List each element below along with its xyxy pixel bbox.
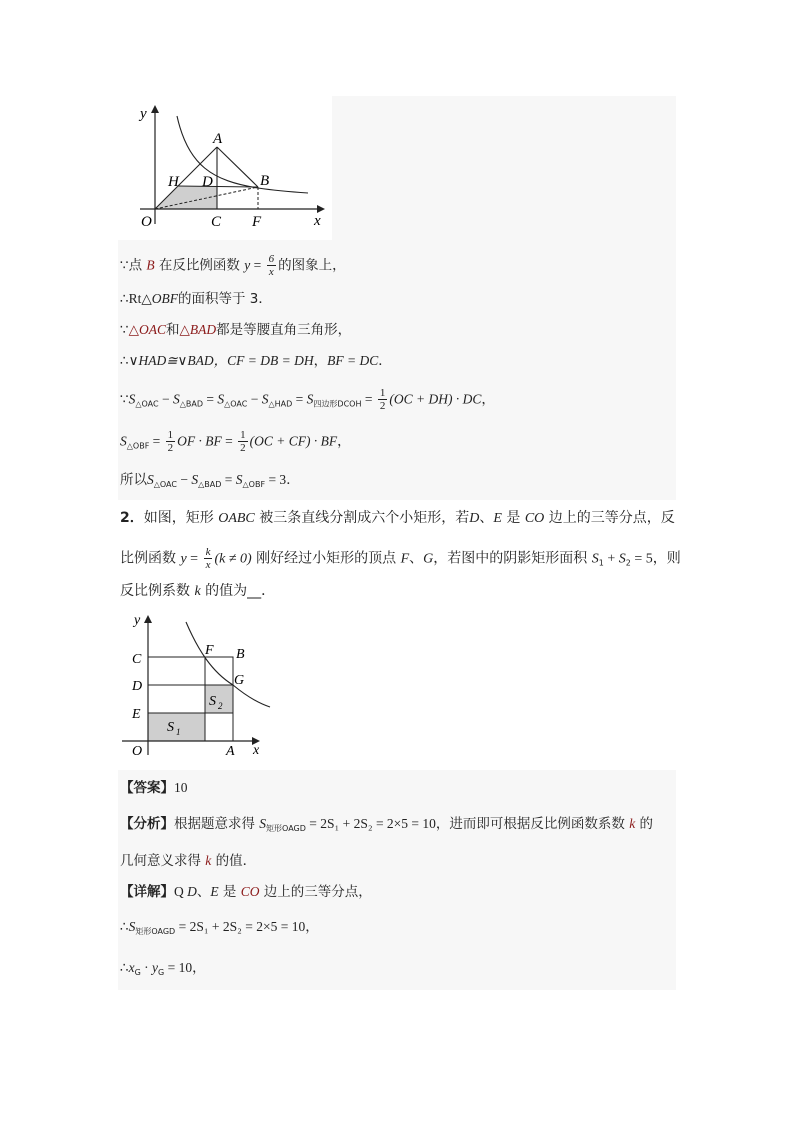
because-symbol: ∵ [120, 257, 129, 274]
therefore-symbol: ∴ [120, 960, 129, 976]
area-symbol: S [217, 391, 225, 407]
triangle-obf: OBF [151, 291, 178, 306]
problem-2-line-1 [120, 508, 675, 529]
text: 在反比例函数 [154, 257, 245, 274]
denominator: 2 [240, 442, 246, 454]
congruence: ∨HAD≅∨BAD， [128, 353, 228, 368]
subscript: △BAD [179, 399, 203, 409]
condition: (k ≠ 0) [214, 551, 252, 567]
numerator: 6 [268, 253, 275, 265]
subscript: △OAC [135, 399, 159, 409]
dot: · [140, 960, 153, 975]
expression: OF · BF [177, 433, 222, 449]
x-arrow [317, 205, 325, 213]
label-x: x [314, 213, 321, 229]
fraction-6-over-x [267, 253, 277, 278]
analysis-label: 【分析】 [120, 816, 174, 832]
point-g: G [423, 551, 434, 567]
area-symbol: S [128, 391, 136, 407]
text: 如图，矩形 [143, 510, 219, 526]
denominator: x [268, 266, 274, 278]
numerator: 1 [379, 387, 386, 399]
text: Rt△ [128, 291, 152, 306]
var-y: y [180, 551, 187, 567]
text: 所以 [120, 472, 147, 488]
text: ． [286, 472, 300, 488]
numerator: k [205, 546, 211, 558]
answer-value: 10 [174, 780, 188, 795]
y-arrow [144, 615, 152, 623]
subscript: 1 [598, 558, 604, 568]
equals: = [186, 551, 202, 567]
text: 、 [196, 884, 211, 900]
var-y: y [244, 257, 251, 273]
text: ， [481, 391, 495, 408]
denominator: x [205, 559, 211, 571]
label-y: y [140, 106, 147, 122]
segment-ab [217, 147, 258, 187]
point-f: F [400, 551, 410, 567]
minus: − [176, 472, 192, 487]
solution-line-2 [120, 289, 272, 309]
problem-2-line-3 [120, 581, 275, 602]
y-arrow [151, 105, 159, 113]
var-k: k [629, 816, 636, 831]
subscript: △OAC [224, 399, 248, 409]
numerator: 1 [240, 429, 246, 441]
area-symbol: S [259, 816, 267, 831]
text: 、 [409, 550, 424, 567]
because-symbol: ∵ [120, 391, 129, 408]
point-e: E [493, 511, 502, 526]
hyperbola-curve [177, 116, 308, 193]
label-e: E [132, 707, 141, 722]
detail-line-3 [120, 958, 206, 983]
label-s2-sub: 2 [218, 701, 223, 711]
label-d: D [132, 679, 143, 694]
text: 反比例系数 [120, 583, 195, 599]
label-c: C [211, 214, 222, 230]
var-k: k [194, 584, 201, 599]
text: 点 [128, 257, 147, 274]
fraction-half [238, 429, 248, 454]
label-f: F [252, 214, 262, 230]
text: 的面积等于 3． [177, 291, 272, 307]
because-symbol: ∵ [120, 322, 129, 338]
area-symbol: S [191, 472, 199, 487]
expression: (OC + DH) · DC [389, 391, 482, 407]
subscript: 四边形DCOH [313, 399, 362, 409]
text: 根据题意求得 [174, 816, 260, 832]
text: 的值为__． [200, 583, 276, 599]
fraction-k-over-x [204, 546, 213, 571]
figure-2-graph [120, 610, 280, 760]
detail-line-1 [120, 882, 372, 902]
subscript: G [158, 968, 165, 977]
solution-block-2 [118, 770, 676, 990]
minus: − [158, 391, 173, 407]
text: 的图象上， [278, 257, 346, 274]
plus: + [603, 551, 619, 567]
label-b: B [236, 647, 245, 662]
subscript: G [134, 968, 141, 977]
text: ，若图中的阴影矩形面积 [433, 550, 592, 567]
text: 的值． [211, 853, 257, 869]
label-o: O [132, 744, 143, 759]
figure-1-graph [118, 96, 332, 240]
var-k: k [205, 853, 212, 868]
text: ，则 [652, 550, 681, 567]
point-d: D [469, 511, 480, 526]
area-symbol: S [261, 391, 269, 407]
solution-line-5 [120, 387, 495, 415]
area-symbol: S [120, 433, 127, 449]
label-a: A [226, 744, 235, 759]
fraction-half [378, 387, 388, 412]
equals: = [149, 433, 164, 449]
subscript: 2 [625, 558, 631, 568]
analysis-line-2 [120, 851, 256, 871]
text: 是 [218, 884, 241, 900]
label-a: A [213, 131, 223, 147]
answer-label: 【答案】 [120, 780, 174, 796]
figure-2 [120, 610, 280, 760]
area-symbol: S [235, 472, 243, 487]
label-g: G [234, 673, 245, 688]
answer-line [120, 778, 188, 798]
triangle-oac: △OAC [128, 322, 166, 337]
text: 、 [479, 510, 494, 526]
text: 比例函数 [120, 550, 181, 567]
text: ， [305, 919, 319, 935]
label-o: O [141, 214, 152, 230]
text: 刚好经过小矩形的顶点 [251, 550, 401, 567]
detail-line-2 [120, 917, 319, 942]
label-h: H [168, 174, 179, 190]
label-s1-sub: 1 [176, 727, 181, 737]
expression: = 2S₁ + 2S₂ = 2×5 = 10 [175, 919, 306, 934]
label-c: C [132, 652, 142, 667]
point-b: B [146, 257, 155, 273]
subscript: △BAD [198, 480, 222, 489]
text: 几何意义求得 [120, 853, 206, 869]
problem-number: 2． [120, 510, 144, 526]
var-x: x [128, 960, 135, 975]
text: 被三条直线分割成六个小矩形，若 [254, 510, 470, 526]
text: 边上的三等分点， [259, 884, 372, 900]
area-symbol: S [618, 551, 626, 567]
triangle-bad: △BAD [179, 322, 217, 337]
segment-co: CO [524, 511, 545, 526]
figure-1 [118, 96, 332, 240]
denominator: 2 [379, 400, 386, 412]
denominator: 2 [167, 442, 174, 454]
text: 是 [501, 510, 525, 526]
label-b: B [260, 173, 270, 189]
solution-line-7 [120, 470, 300, 495]
area-symbol: S [306, 391, 314, 407]
solution-line-4 [120, 351, 392, 371]
problem-2-line-2 [120, 546, 681, 574]
text: 和 [165, 322, 180, 338]
text: ． [378, 353, 392, 369]
equals: = [202, 391, 218, 407]
subscript: 矩形OAGD [266, 824, 306, 833]
text: 边上的三等分点，反 [544, 510, 675, 526]
area-symbol: S [172, 391, 180, 407]
label-f: F [205, 643, 214, 658]
point-e: E [210, 884, 219, 899]
segment-co: CO [240, 884, 260, 899]
equals: = [361, 391, 376, 407]
text: ， [192, 960, 206, 976]
solution-line-6 [120, 429, 351, 457]
subscript: △OAC [153, 480, 177, 489]
because-symbol: Q [174, 884, 188, 899]
label-s2: S [209, 694, 216, 709]
equals: = [250, 257, 265, 273]
therefore-symbol: ∴ [120, 919, 129, 935]
solution-line-3 [120, 320, 351, 340]
area-symbol: S [128, 919, 136, 934]
expression: = 2S₁ + 2S₂ = 2×5 = 10 [305, 816, 436, 831]
subscript: △HAD [268, 399, 293, 409]
point-d: D [187, 884, 197, 899]
fraction-half [166, 429, 176, 454]
equation: CF = DB = DH [227, 353, 314, 368]
therefore-symbol: ∴ [120, 353, 129, 369]
subscript: △OBF [242, 480, 266, 489]
numerator: 1 [167, 429, 174, 441]
subscript: △OBF [126, 441, 150, 451]
text: ， [337, 433, 351, 450]
value: = 10 [164, 960, 193, 975]
area-symbol: S [591, 551, 599, 567]
var-y: y [152, 960, 159, 975]
area-symbol: S [147, 472, 154, 487]
text: 的 [635, 816, 653, 832]
expression: (OC + CF) · BF [249, 433, 338, 449]
label-d: D [202, 174, 213, 190]
label-y: y [134, 613, 141, 628]
rect-name: OABC [218, 511, 255, 526]
therefore-symbol: ∴ [120, 291, 129, 307]
equals: = [221, 472, 236, 487]
value: = 3 [265, 472, 287, 487]
equals: = [292, 391, 307, 407]
solution-line-1 [120, 253, 346, 278]
label-x: x [253, 743, 260, 758]
value: = 5 [630, 551, 653, 567]
equation: BF = DC [327, 353, 379, 368]
detail-label: 【详解】 [120, 884, 174, 900]
subscript: 矩形OAGD [135, 927, 176, 936]
text: 都是等腰直角三角形， [216, 322, 352, 338]
minus: − [247, 391, 262, 407]
equals: = [221, 433, 237, 449]
analysis-line-1 [120, 814, 653, 839]
text: ，进而即可根据反比例函数系数 [435, 816, 630, 832]
label-s1: S [167, 720, 174, 735]
text: ， [313, 353, 328, 369]
